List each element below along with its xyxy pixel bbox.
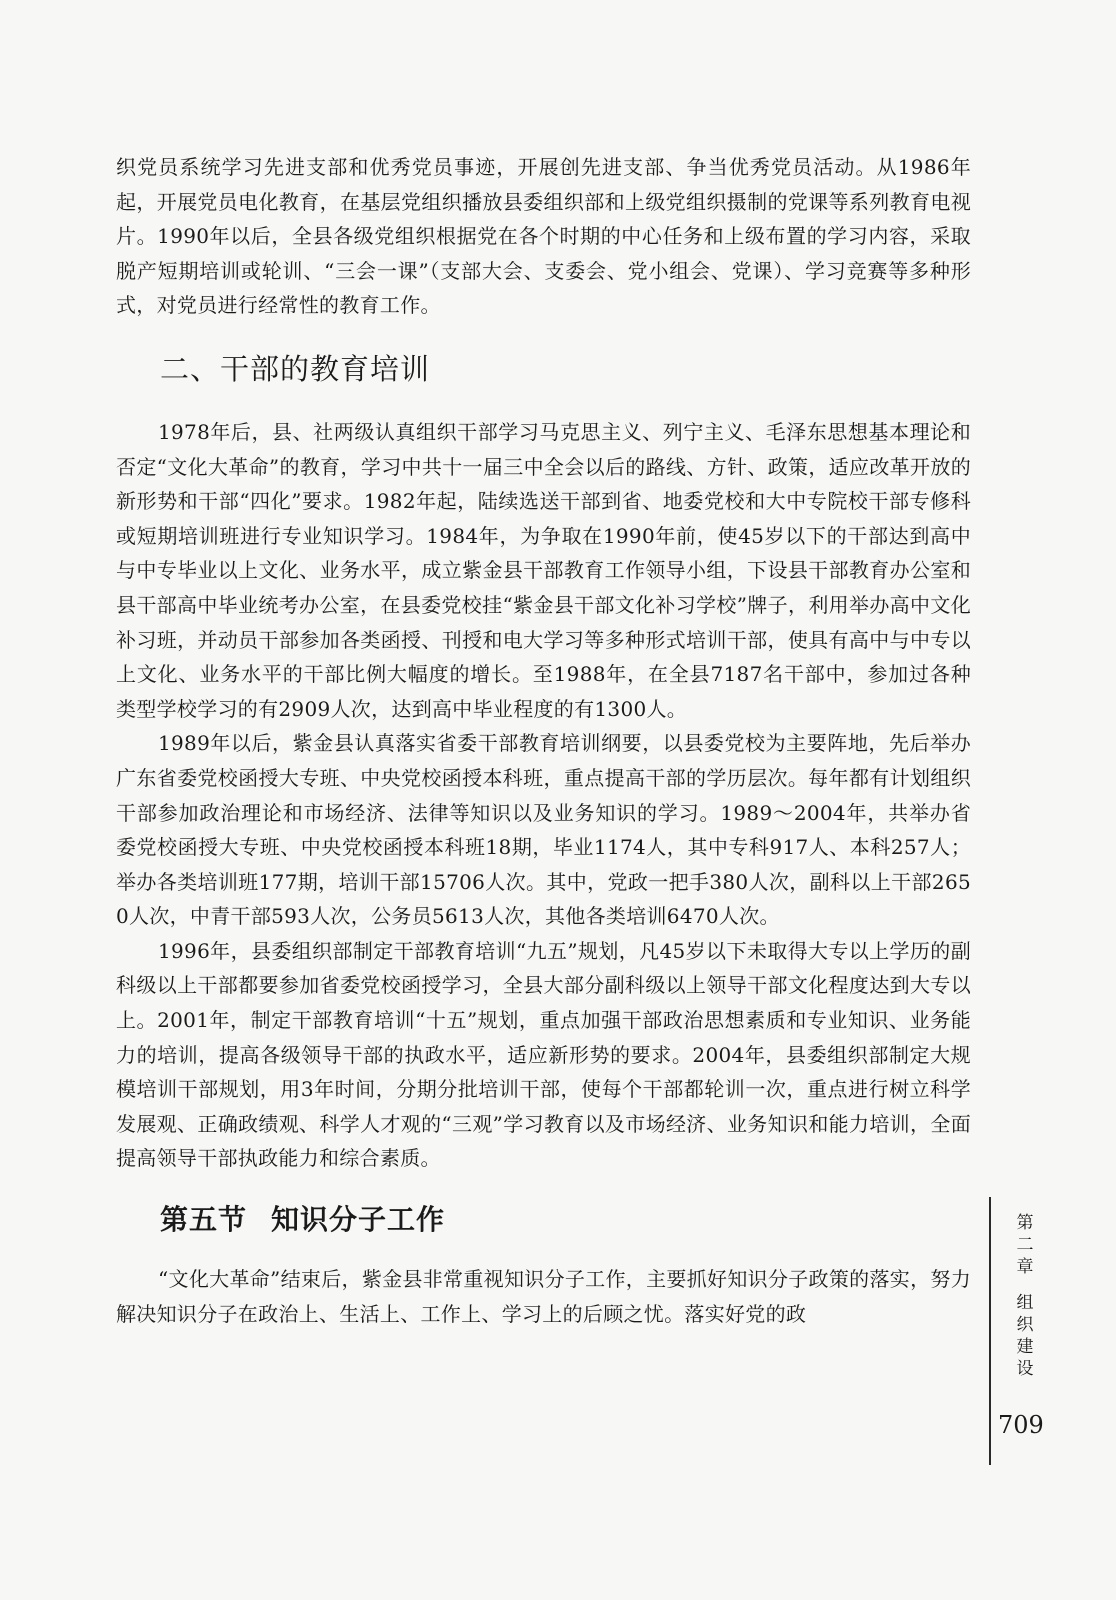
chapter-label: 第 二 章 [1016,1213,1034,1277]
margin-rule [989,1197,991,1465]
section-title: 知识分子工作 [271,1203,446,1237]
chapter-title: 组 织 建 设 [1016,1293,1034,1379]
section-heading-intellectuals [160,1200,971,1240]
section-heading-cadre-training: 二、干部的教育培训 [160,351,431,386]
chapter-tab [1010,1212,1040,1380]
paragraph-continuation: 织党员系统学习先进支部和优秀党员事迹，开展创先进支部、争当优秀党员活动。从1986年起，开展党员电化教育，在基层党组织播放县委组织部和上级党组织摄制的党课等系列教育电视片。1990年以后，全县各级党组织根据党在各个时期的中心任务和上级布置的学习内容，采取脱产短期培训或轮训、“三会一课”（支部大会、支委会、党小组会、党课）、学习竞赛等多种形式，对党员进行经常性的教育工作。 [116,155,971,318]
paragraph: 1996年，县委组织部制定干部教育培训“九五”规划，凡45岁以下未取得大专以上学历的副科级以上干部都要参加省委党校函授学习，全县大部分副科级以上领导干部文化程度达到大专以上。2001年，制定干部教育培训“十五”规划，重点加强干部政治思想素质和专业知识、业务能力的培训，提高各级领导干部的执政水平，适应新形势的要求。2004年，县委组织部制定大规模培训干部规划，用3年时间，分期分批培训干部，使每个干部都轮训一次，重点进行树立科学发展观、正确政绩观、科学人才观的“三观”学习教育以及市场经济、业务知识和能力培训，全面提高领导干部执政能力和综合素质。 [116,938,971,1171]
paragraph: 1978年后，县、社两级认真组织干部学习马克思主义、列宁主义、毛泽东思想基本理论和否定“文化大革命”的教育，学习中共十一届三中全会以后的路线、方针、政策，适应改革开放的新形势和干部“四化”要求。1982年起，陆续选送干部到省、地委党校和大中专院校干部专修科或短期培训班进行专业知识学习。1984年，为争取在1990年前，使45岁以下的干部达到高中与中专毕业以上文化、业务水平，成立紫金县干部教育工作领导小组，下设县干部教育办公室和县干部高中毕业统考办公室，在县委党校挂“紫金县干部文化补习学校”牌子，利用举办高中文化补习班，并动员干部参加各类函授、刊授和电大学习等多种形式培训干部，使具有高中与中专以上文化、业务水平的干部比例大幅度的增长。至1988年，在全县7187名干部中，参加过各种类型学校学习的有2909人次，达到高中毕业程度的有1300人。 [116,419,971,721]
page-number: 709 [998,1411,1044,1439]
section-number: 第五节 [160,1203,248,1237]
page-content [116,150,971,1331]
paragraph: “文化大革命”结束后，紫金县非常重视知识分子工作，主要抓好知识分子政策的落实，努力解决知识分子在政治上、生活上、工作上、学习上的后顾之忧。落实好党的政 [116,1267,971,1326]
paragraph: 1989年以后，紫金县认真落实省委干部教育培训纲要，以县委党校为主要阵地，先后举办广东省委党校函授大专班、中央党校函授本科班，重点提高干部的学历层次。每年都有计划组织干部参加政治理论和市场经济、法律等知识以及业务知识的学习。1989～2004年，共举办省委党校函授大专班、中央党校函授本科班18期，毕业1174人，其中专科917人、本科257人；举办各类培训班177期，培训干部15706人次。其中，党政一把手380人次，副科以上干部2650人次，中青干部593人次，公务员5613人次，其他各类培训6470人次。 [116,731,971,929]
